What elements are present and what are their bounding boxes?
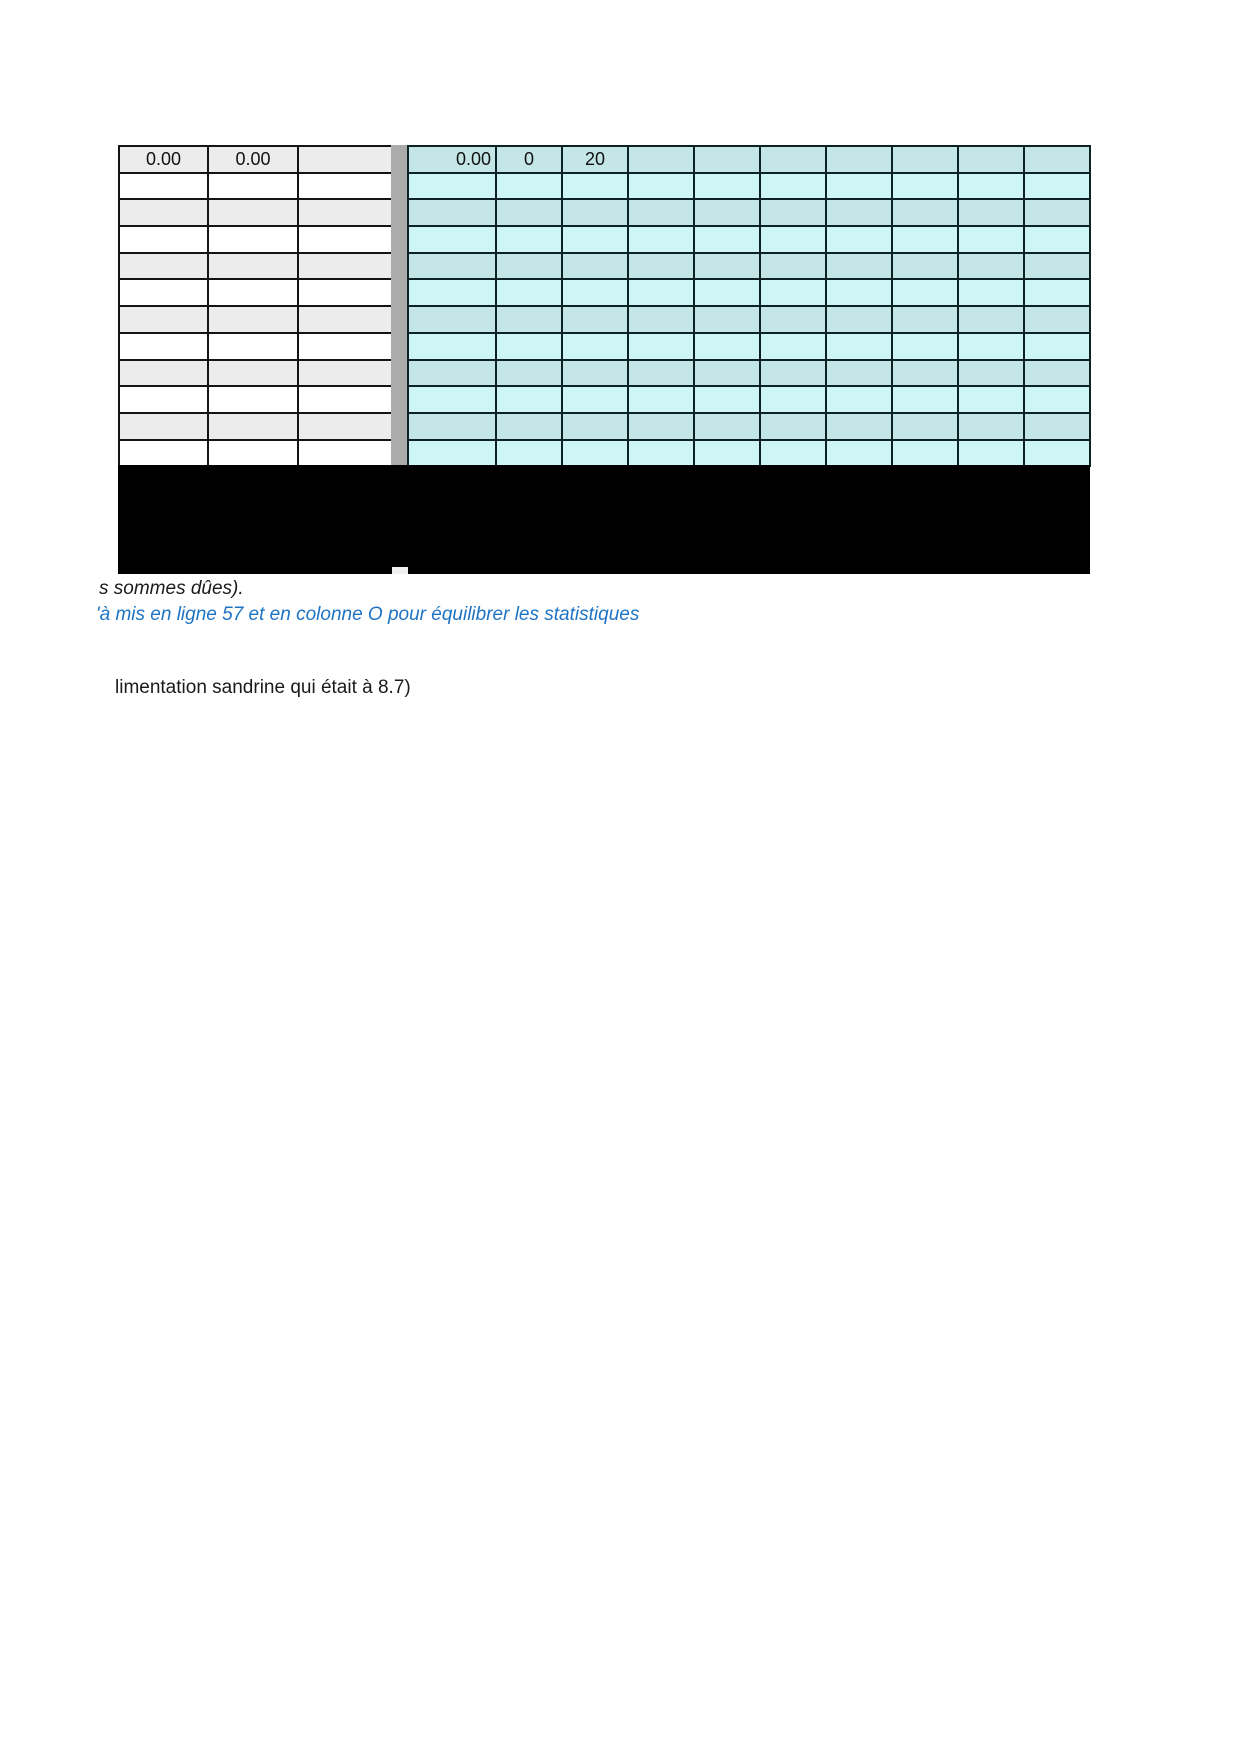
grid-cell	[892, 253, 958, 280]
grid-separator-bar	[391, 145, 407, 466]
grid-cell	[826, 440, 892, 467]
grid-cell	[1024, 333, 1090, 360]
grid-cell	[496, 413, 562, 440]
grid-cell	[408, 173, 496, 200]
grid-cell	[694, 333, 760, 360]
grid-cell	[628, 360, 694, 387]
grid-cell	[694, 306, 760, 333]
grid-cell	[298, 253, 393, 280]
grid-cell	[408, 199, 496, 226]
grid-row	[119, 146, 393, 173]
grid-cell	[826, 306, 892, 333]
grid-cell	[298, 413, 393, 440]
grid-cell	[298, 226, 393, 253]
grid-cell	[408, 413, 496, 440]
grid-cell	[694, 360, 760, 387]
grid-cell	[208, 413, 298, 440]
cyan-data-table	[407, 145, 1091, 467]
grid-row	[119, 226, 393, 253]
grid-cell	[1024, 253, 1090, 280]
grid-row	[408, 279, 1090, 306]
grid-cell	[760, 360, 826, 387]
grid-cell: 0.00	[119, 146, 208, 173]
grid-cell	[208, 333, 298, 360]
grid-row	[408, 226, 1090, 253]
grid-row	[408, 333, 1090, 360]
grid-cell	[892, 306, 958, 333]
grid-cell	[694, 226, 760, 253]
grid-cell	[694, 386, 760, 413]
grid-row	[408, 413, 1090, 440]
grid-cell	[892, 333, 958, 360]
grid-cell	[694, 413, 760, 440]
grid-cell	[1024, 199, 1090, 226]
left-data-table	[118, 145, 394, 467]
grid-cell	[628, 146, 694, 173]
grid-cell	[760, 279, 826, 306]
grid-cell	[958, 306, 1024, 333]
grid-cell	[496, 199, 562, 226]
grid-cell	[958, 360, 1024, 387]
grid-cell	[1024, 306, 1090, 333]
grid-cell: 0	[496, 146, 562, 173]
grid-cell	[562, 226, 628, 253]
grid-cell	[408, 333, 496, 360]
grid-cell	[826, 279, 892, 306]
grid-cell	[760, 253, 826, 280]
note-alimentation-sandrine: limentation sandrine qui était à 8.7)	[115, 677, 411, 698]
grid-cell	[119, 253, 208, 280]
grid-cell	[628, 253, 694, 280]
grid-cell	[1024, 173, 1090, 200]
grid-cell	[1024, 386, 1090, 413]
grid-row	[408, 440, 1090, 467]
grid-cell	[1024, 413, 1090, 440]
grid-cell	[892, 226, 958, 253]
grid-cell	[208, 199, 298, 226]
grid-row	[408, 306, 1090, 333]
grid-cell	[628, 306, 694, 333]
grid-cell	[408, 440, 496, 467]
grid-cell	[496, 253, 562, 280]
grid-cell	[119, 173, 208, 200]
grid-cell	[298, 440, 393, 467]
grid-cell	[496, 333, 562, 360]
grid-cell	[408, 253, 496, 280]
grid-cell	[208, 279, 298, 306]
grid-row	[119, 333, 393, 360]
grid-cell	[496, 173, 562, 200]
grid-cell	[694, 279, 760, 306]
grid-cell	[119, 226, 208, 253]
grid-cell	[208, 253, 298, 280]
grid-cell	[760, 226, 826, 253]
grid-cell	[298, 279, 393, 306]
grid-cell	[1024, 226, 1090, 253]
grid-cell	[562, 199, 628, 226]
redacted-block	[118, 465, 1090, 574]
grid-cell	[892, 360, 958, 387]
grid-cell	[826, 173, 892, 200]
grid-cell	[826, 360, 892, 387]
grid-row	[119, 173, 393, 200]
grid-cell	[628, 333, 694, 360]
left-table-body	[119, 146, 393, 466]
grid-cell	[958, 279, 1024, 306]
grid-cell	[298, 333, 393, 360]
grid-cell	[562, 440, 628, 467]
grid-cell	[208, 360, 298, 387]
grid-cell	[760, 306, 826, 333]
grid-cell	[119, 440, 208, 467]
grid-row	[119, 306, 393, 333]
grid-row	[408, 253, 1090, 280]
grid-cell	[119, 413, 208, 440]
grid-cell	[496, 306, 562, 333]
grid-cell	[562, 173, 628, 200]
grid-cell: 0.00	[408, 146, 496, 173]
grid-cell	[208, 226, 298, 253]
grid-row	[119, 199, 393, 226]
grid-cell	[958, 386, 1024, 413]
grid-cell	[892, 413, 958, 440]
grid-cell	[760, 386, 826, 413]
grid-cell	[628, 413, 694, 440]
grid-cell	[496, 386, 562, 413]
note-sommes-dues: s sommes dûes).	[99, 578, 244, 599]
grid-cell	[694, 173, 760, 200]
grid-cell	[628, 199, 694, 226]
grid-cell	[892, 279, 958, 306]
redaction-notch	[392, 567, 408, 574]
grid-row	[408, 146, 1090, 173]
grid-cell	[1024, 360, 1090, 387]
grid-cell	[408, 226, 496, 253]
grid-cell	[496, 440, 562, 467]
grid-cell	[208, 440, 298, 467]
grid-cell	[562, 413, 628, 440]
grid-cell	[826, 333, 892, 360]
grid-cell	[892, 173, 958, 200]
grid-cell	[958, 440, 1024, 467]
grid-cell	[694, 199, 760, 226]
grid-row	[119, 440, 393, 467]
grid-cell	[760, 440, 826, 467]
grid-cell	[408, 306, 496, 333]
grid-cell	[694, 253, 760, 280]
grid-cell	[958, 146, 1024, 173]
grid-cell	[298, 360, 393, 387]
grid-cell	[628, 173, 694, 200]
grid-cell: 0.00	[208, 146, 298, 173]
grid-cell	[760, 333, 826, 360]
grid-cell	[408, 360, 496, 387]
grid-cell	[496, 360, 562, 387]
grid-cell	[760, 173, 826, 200]
grid-cell	[208, 386, 298, 413]
grid-cell	[408, 279, 496, 306]
grid-cell	[119, 279, 208, 306]
grid-row	[119, 279, 393, 306]
grid-cell	[208, 306, 298, 333]
grid-cell	[628, 440, 694, 467]
grid-cell	[562, 360, 628, 387]
grid-cell	[826, 146, 892, 173]
grid-cell	[119, 386, 208, 413]
grid-cell	[119, 360, 208, 387]
grid-cell	[1024, 146, 1090, 173]
grid-cell	[1024, 440, 1090, 467]
grid-cell	[562, 333, 628, 360]
grid-cell	[562, 386, 628, 413]
grid-cell	[562, 306, 628, 333]
grid-cell	[119, 333, 208, 360]
grid-cell	[760, 199, 826, 226]
note-statistiques: 'à mis en ligne 57 et en colonne O pour équilibrer les statistiques	[96, 604, 640, 625]
grid-row	[119, 360, 393, 387]
grid-cell	[892, 146, 958, 173]
grid-cell	[298, 199, 393, 226]
grid-cell	[119, 199, 208, 226]
grid-cell	[496, 279, 562, 306]
grid-cell	[892, 440, 958, 467]
grid-cell	[892, 386, 958, 413]
grid-cell	[628, 386, 694, 413]
grid-cell	[298, 173, 393, 200]
grid-cell	[958, 333, 1024, 360]
grid-row	[119, 413, 393, 440]
grid-cell	[958, 173, 1024, 200]
grid-cell	[408, 386, 496, 413]
grid-cell	[694, 440, 760, 467]
grid-cell	[958, 226, 1024, 253]
grid-row	[408, 173, 1090, 200]
grid-cell	[496, 226, 562, 253]
grid-cell	[628, 279, 694, 306]
grid-cell	[628, 226, 694, 253]
grid-cell	[760, 413, 826, 440]
grid-cell	[958, 413, 1024, 440]
grid-cell	[958, 199, 1024, 226]
grid-cell	[694, 146, 760, 173]
grid-cell	[826, 253, 892, 280]
grid-row	[408, 360, 1090, 387]
grid-cell	[826, 226, 892, 253]
grid-row	[408, 199, 1090, 226]
grid-row	[408, 386, 1090, 413]
grid-cell	[826, 413, 892, 440]
grid-cell	[958, 253, 1024, 280]
grid-cell	[119, 306, 208, 333]
grid-cell	[298, 386, 393, 413]
grid-row	[119, 253, 393, 280]
grid-cell	[562, 279, 628, 306]
cyan-table-body	[408, 146, 1090, 466]
grid-cell	[826, 199, 892, 226]
grid-cell	[760, 146, 826, 173]
grid-cell	[562, 253, 628, 280]
grid-cell: 20	[562, 146, 628, 173]
grid-cell	[1024, 279, 1090, 306]
grid-cell	[892, 199, 958, 226]
grid-cell	[298, 146, 393, 173]
grid-cell	[208, 173, 298, 200]
grid-cell	[826, 386, 892, 413]
grid-row	[119, 386, 393, 413]
grid-cell	[298, 306, 393, 333]
